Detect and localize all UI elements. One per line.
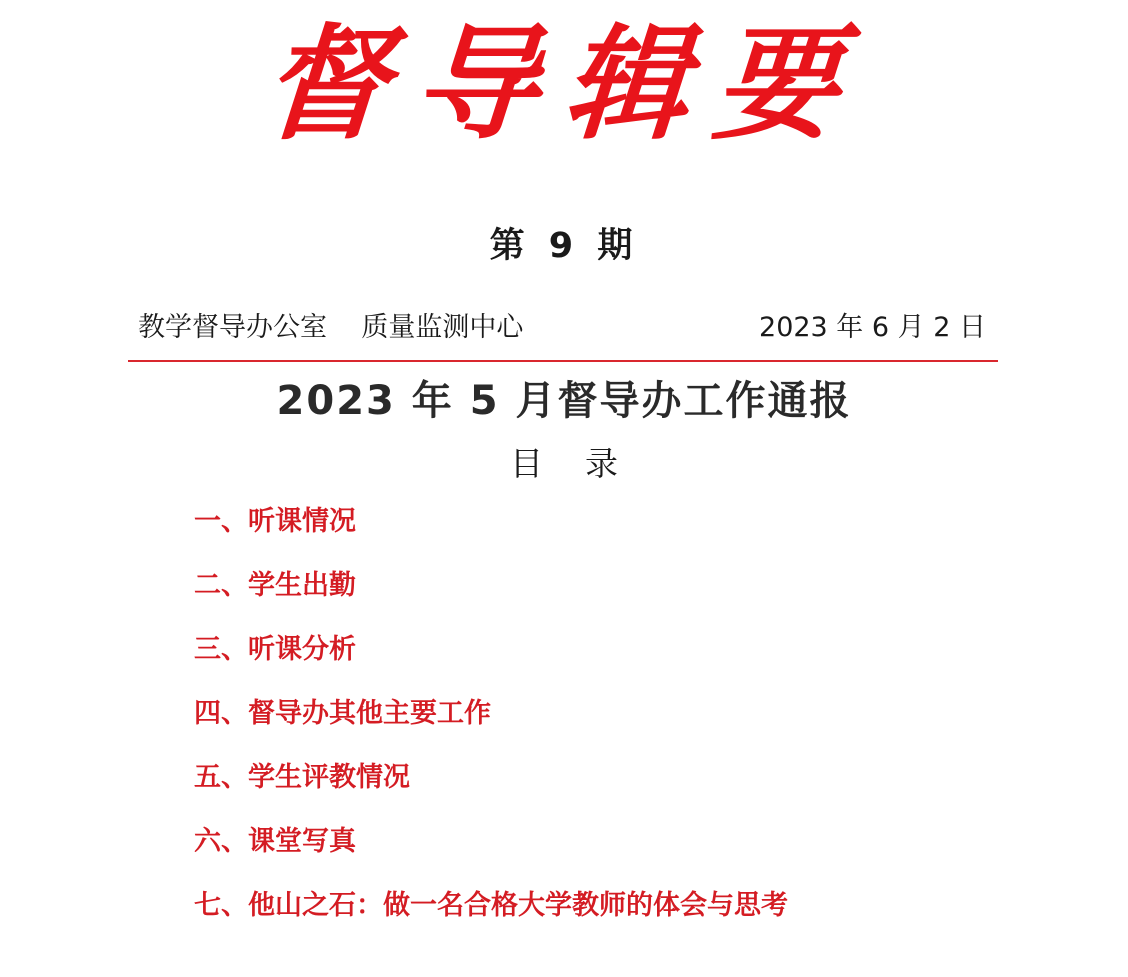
- report-title: 2023 年 5 月督导办工作通报: [276, 378, 852, 424]
- header-divider: [128, 360, 998, 362]
- toc-item-1[interactable]: 一、听课情况: [194, 506, 356, 537]
- toc-item-5[interactable]: 五、学生评教情况: [194, 762, 410, 793]
- publisher-row: [138, 306, 986, 350]
- toc-item-7[interactable]: 七、他山之石：做一名合格大学教师的体会与思考: [194, 890, 788, 921]
- toc-item-2[interactable]: 二、学生出勤: [194, 570, 356, 601]
- toc-item-3[interactable]: 三、听课分析: [194, 634, 356, 665]
- toc-heading: 目 录: [510, 444, 618, 483]
- table-of-contents: [194, 498, 788, 946]
- issue-number: 第 9 期: [489, 226, 639, 266]
- toc-item-6[interactable]: 六、课堂写真: [194, 826, 356, 857]
- toc-item-4[interactable]: 四、督导办其他主要工作: [194, 698, 491, 729]
- masthead-title: 督导辑要: [258, 12, 870, 157]
- publisher-departments: 教学督导办公室 质量监测中心: [138, 312, 524, 343]
- publish-date: 2023 年 6 月 2 日: [759, 312, 986, 343]
